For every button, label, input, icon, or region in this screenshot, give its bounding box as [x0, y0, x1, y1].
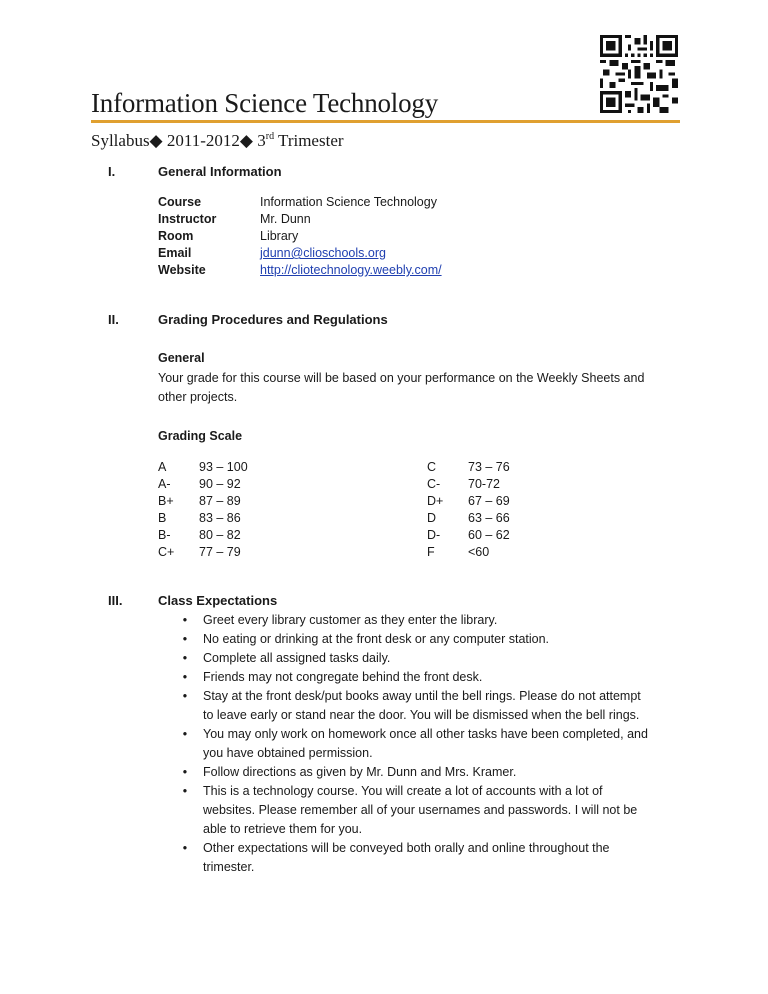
grade-letter: A-	[158, 477, 171, 491]
list-item	[180, 630, 680, 649]
bullet-icon: •	[182, 613, 188, 627]
grading-scale-heading: Grading Scale	[158, 429, 243, 443]
grade-range: 93 – 100	[199, 460, 248, 474]
grade-letter: B+	[158, 494, 174, 508]
grade-range: 63 – 66	[468, 511, 510, 525]
info-label: Instructor	[158, 212, 217, 226]
list-item-text: Stay at the front desk/put books away until the bell rings. Please do not attempt	[203, 689, 641, 703]
list-item-text: You may only work on homework once all other tasks have been completed, and	[203, 727, 648, 741]
header-rule	[91, 120, 680, 123]
class-expectations-list	[180, 611, 680, 877]
general-text-line-2: other projects.	[158, 390, 238, 404]
grade-letter: C-	[427, 477, 441, 491]
list-item-text: Follow directions as given by Mr. Dunn and Mrs. Kramer.	[203, 765, 517, 779]
grade-letter: D+	[427, 494, 444, 508]
bullet-icon: •	[182, 632, 188, 646]
grade-letter: D	[427, 511, 437, 525]
grade-letter: C	[427, 460, 437, 474]
info-value: Mr. Dunn	[260, 212, 311, 226]
grading-scale-left-column	[158, 459, 278, 559]
grade-letter: C+	[158, 545, 175, 559]
document-subtitle	[91, 130, 344, 152]
list-item-text: you have obtained permission.	[203, 746, 373, 760]
subtitle-trimester: Trimester	[274, 131, 344, 150]
subtitle-superscript: rd	[265, 131, 275, 142]
email-link[interactable]: jdunn@clioschools.org	[260, 246, 386, 260]
list-item-text: This is a technology course. You will create a lot of accounts with a lot of	[203, 784, 603, 798]
list-item-text: websites. Please remember all of your usernames and passwords. I will not be	[203, 803, 638, 817]
list-item	[180, 668, 680, 687]
info-label: Website	[158, 263, 206, 277]
bullet-icon: •	[182, 670, 188, 684]
bullet-icon: •	[182, 841, 188, 855]
list-item-text: to leave early or stand near the door. You will be dismissed when the bell rings.	[203, 708, 640, 722]
section-1-number: I.	[108, 164, 116, 179]
section-3-number: III.	[108, 593, 123, 608]
document-title: Information Science Technology	[91, 88, 439, 118]
section-2-number: II.	[108, 312, 119, 327]
grade-range: 67 – 69	[468, 494, 510, 508]
grade-letter: B	[158, 511, 167, 525]
grade-range: 77 – 79	[199, 545, 241, 559]
subtitle-text: Syllabus◆ 2011-2012◆ 3	[91, 131, 266, 150]
grade-letter: D-	[427, 528, 441, 542]
info-label: Room	[158, 229, 194, 243]
bullet-icon: •	[182, 689, 188, 703]
list-item	[180, 611, 680, 630]
grade-letter: B-	[158, 528, 171, 542]
grade-range: 70-72	[468, 477, 500, 491]
info-value: Library	[260, 229, 299, 243]
website-link[interactable]: http://cliotechnology.weebly.com/	[260, 263, 442, 277]
info-value: Information Science Technology	[260, 195, 437, 209]
grade-range: 90 – 92	[199, 477, 241, 491]
grade-letter: F	[427, 545, 435, 559]
grade-range: 73 – 76	[468, 460, 510, 474]
info-label: Course	[158, 195, 202, 209]
grade-range: 87 – 89	[199, 494, 241, 508]
general-heading: General	[158, 351, 205, 365]
general-text-line-1: Your grade for this course will be based on your performance on the Weekly Sheets and	[158, 371, 645, 385]
info-label: Email	[158, 246, 192, 260]
list-item	[180, 649, 680, 668]
list-item	[180, 687, 680, 725]
list-item-text: No eating or drinking at the front desk or any computer station.	[203, 632, 550, 646]
grading-scale-right-column	[427, 459, 547, 559]
list-item	[180, 839, 680, 877]
list-item-text: Complete all assigned tasks daily.	[203, 651, 391, 665]
list-item	[180, 782, 680, 839]
bullet-icon: •	[182, 784, 188, 798]
list-item-text: able to retrieve them for you.	[203, 822, 363, 836]
list-item	[180, 763, 680, 782]
list-item-text: Friends may not congregate behind the front desk.	[203, 670, 483, 684]
section-1-title: General Information	[158, 164, 282, 179]
list-item-text: Other expectations will be conveyed both orally and online throughout the	[203, 841, 610, 855]
list-item-text: trimester.	[203, 860, 255, 874]
bullet-icon: •	[182, 651, 188, 665]
grade-letter: A	[158, 460, 167, 474]
list-item	[180, 725, 680, 763]
section-2-title: Grading Procedures and Regulations	[158, 312, 388, 327]
grade-range: 83 – 86	[199, 511, 241, 525]
bullet-icon: •	[182, 765, 188, 779]
qr-code-icon[interactable]	[600, 35, 678, 113]
grade-range: 80 – 82	[199, 528, 241, 542]
section-3-title: Class Expectations	[158, 593, 278, 608]
bullet-icon: •	[182, 727, 188, 741]
grade-range: <60	[468, 545, 490, 559]
grade-range: 60 – 62	[468, 528, 510, 542]
list-item-text: Greet every library customer as they enter the library.	[203, 613, 498, 627]
